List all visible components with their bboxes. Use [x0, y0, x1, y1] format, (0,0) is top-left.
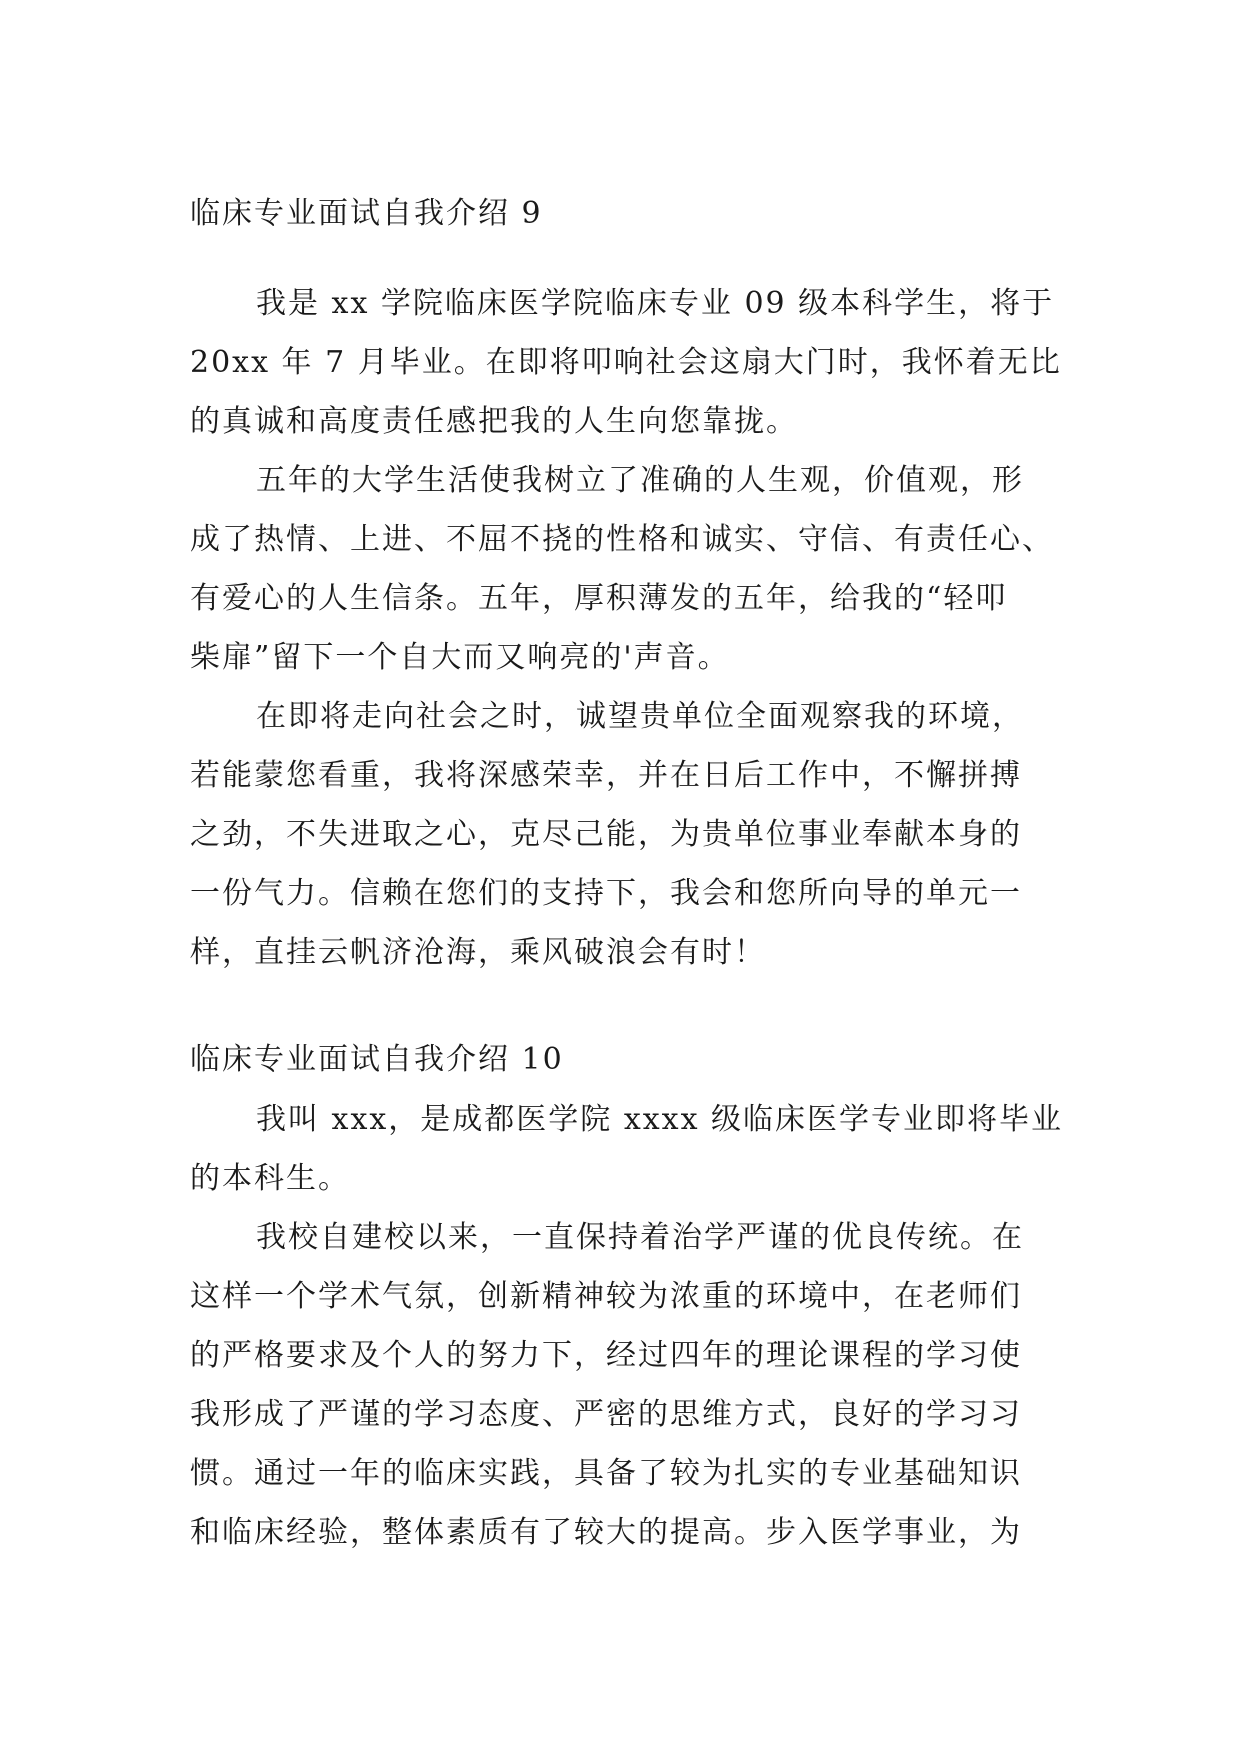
paragraph-line: 一份气力。信赖在您们的支持下，我会和您所向导的单元一 — [190, 876, 1022, 911]
paragraph-line: 惯。通过一年的临床实践，具备了较为扎实的专业基础知识 — [190, 1456, 1022, 1491]
paragraph-line: 成了热情、上进、不屈不挠的性格和诚实、守信、有责任心、 — [190, 522, 1054, 557]
paragraph-line: 样，直挂云帆济沧海，乘风破浪会有时！ — [190, 935, 766, 970]
paragraph-line: 的真诚和高度责任感把我的人生向您靠拢。 — [190, 404, 798, 439]
paragraph-line: 我叫 xxx，是成都医学院 xxxx 级临床医学专业即将毕业 — [256, 1102, 1064, 1137]
paragraph-line: 有爱心的人生信条。五年，厚积薄发的五年，给我的“轻叩 — [190, 581, 1008, 616]
paragraph-line: 的严格要求及个人的努力下，经过四年的理论课程的学习使 — [190, 1338, 1022, 1373]
paragraph-line: 我校自建校以来，一直保持着治学严谨的优良传统。在 — [256, 1220, 1024, 1255]
paragraph-line: 的本科生。 — [190, 1161, 350, 1196]
paragraph-line: 在即将走向社会之时，诚望贵单位全面观察我的环境， — [256, 699, 1024, 734]
paragraph-line: 和临床经验，整体素质有了较大的提高。步入医学事业，为 — [190, 1515, 1022, 1550]
paragraph-line: 这样一个学术气氛，创新精神较为浓重的环境中，在老师们 — [190, 1279, 1022, 1314]
paragraph-line: 我是 xx 学院临床医学院临床专业 09 级本科学生，将于 — [256, 286, 1055, 321]
paragraph-line: 柴扉”留下一个自大而又响亮的'声音。 — [190, 640, 730, 675]
paragraph-line: 五年的大学生活使我树立了准确的人生观，价值观，形 — [256, 463, 1024, 498]
paragraph-line: 我形成了严谨的学习态度、严密的思维方式，良好的学习习 — [190, 1397, 1022, 1432]
paragraph-line: 20xx 年 7 月毕业。在即将叩响社会这扇大门时，我怀着无比 — [190, 345, 1062, 380]
paragraph-line: 若能蒙您看重，我将深感荣幸，并在日后工作中，不懈拼搏 — [190, 758, 1022, 793]
section-heading: 临床专业面试自我介绍 10 — [190, 1042, 564, 1077]
paragraph-line: 之劲，不失进取之心，克尽己能，为贵单位事业奉献本身的 — [190, 817, 1022, 852]
section-heading: 临床专业面试自我介绍 9 — [190, 196, 543, 231]
